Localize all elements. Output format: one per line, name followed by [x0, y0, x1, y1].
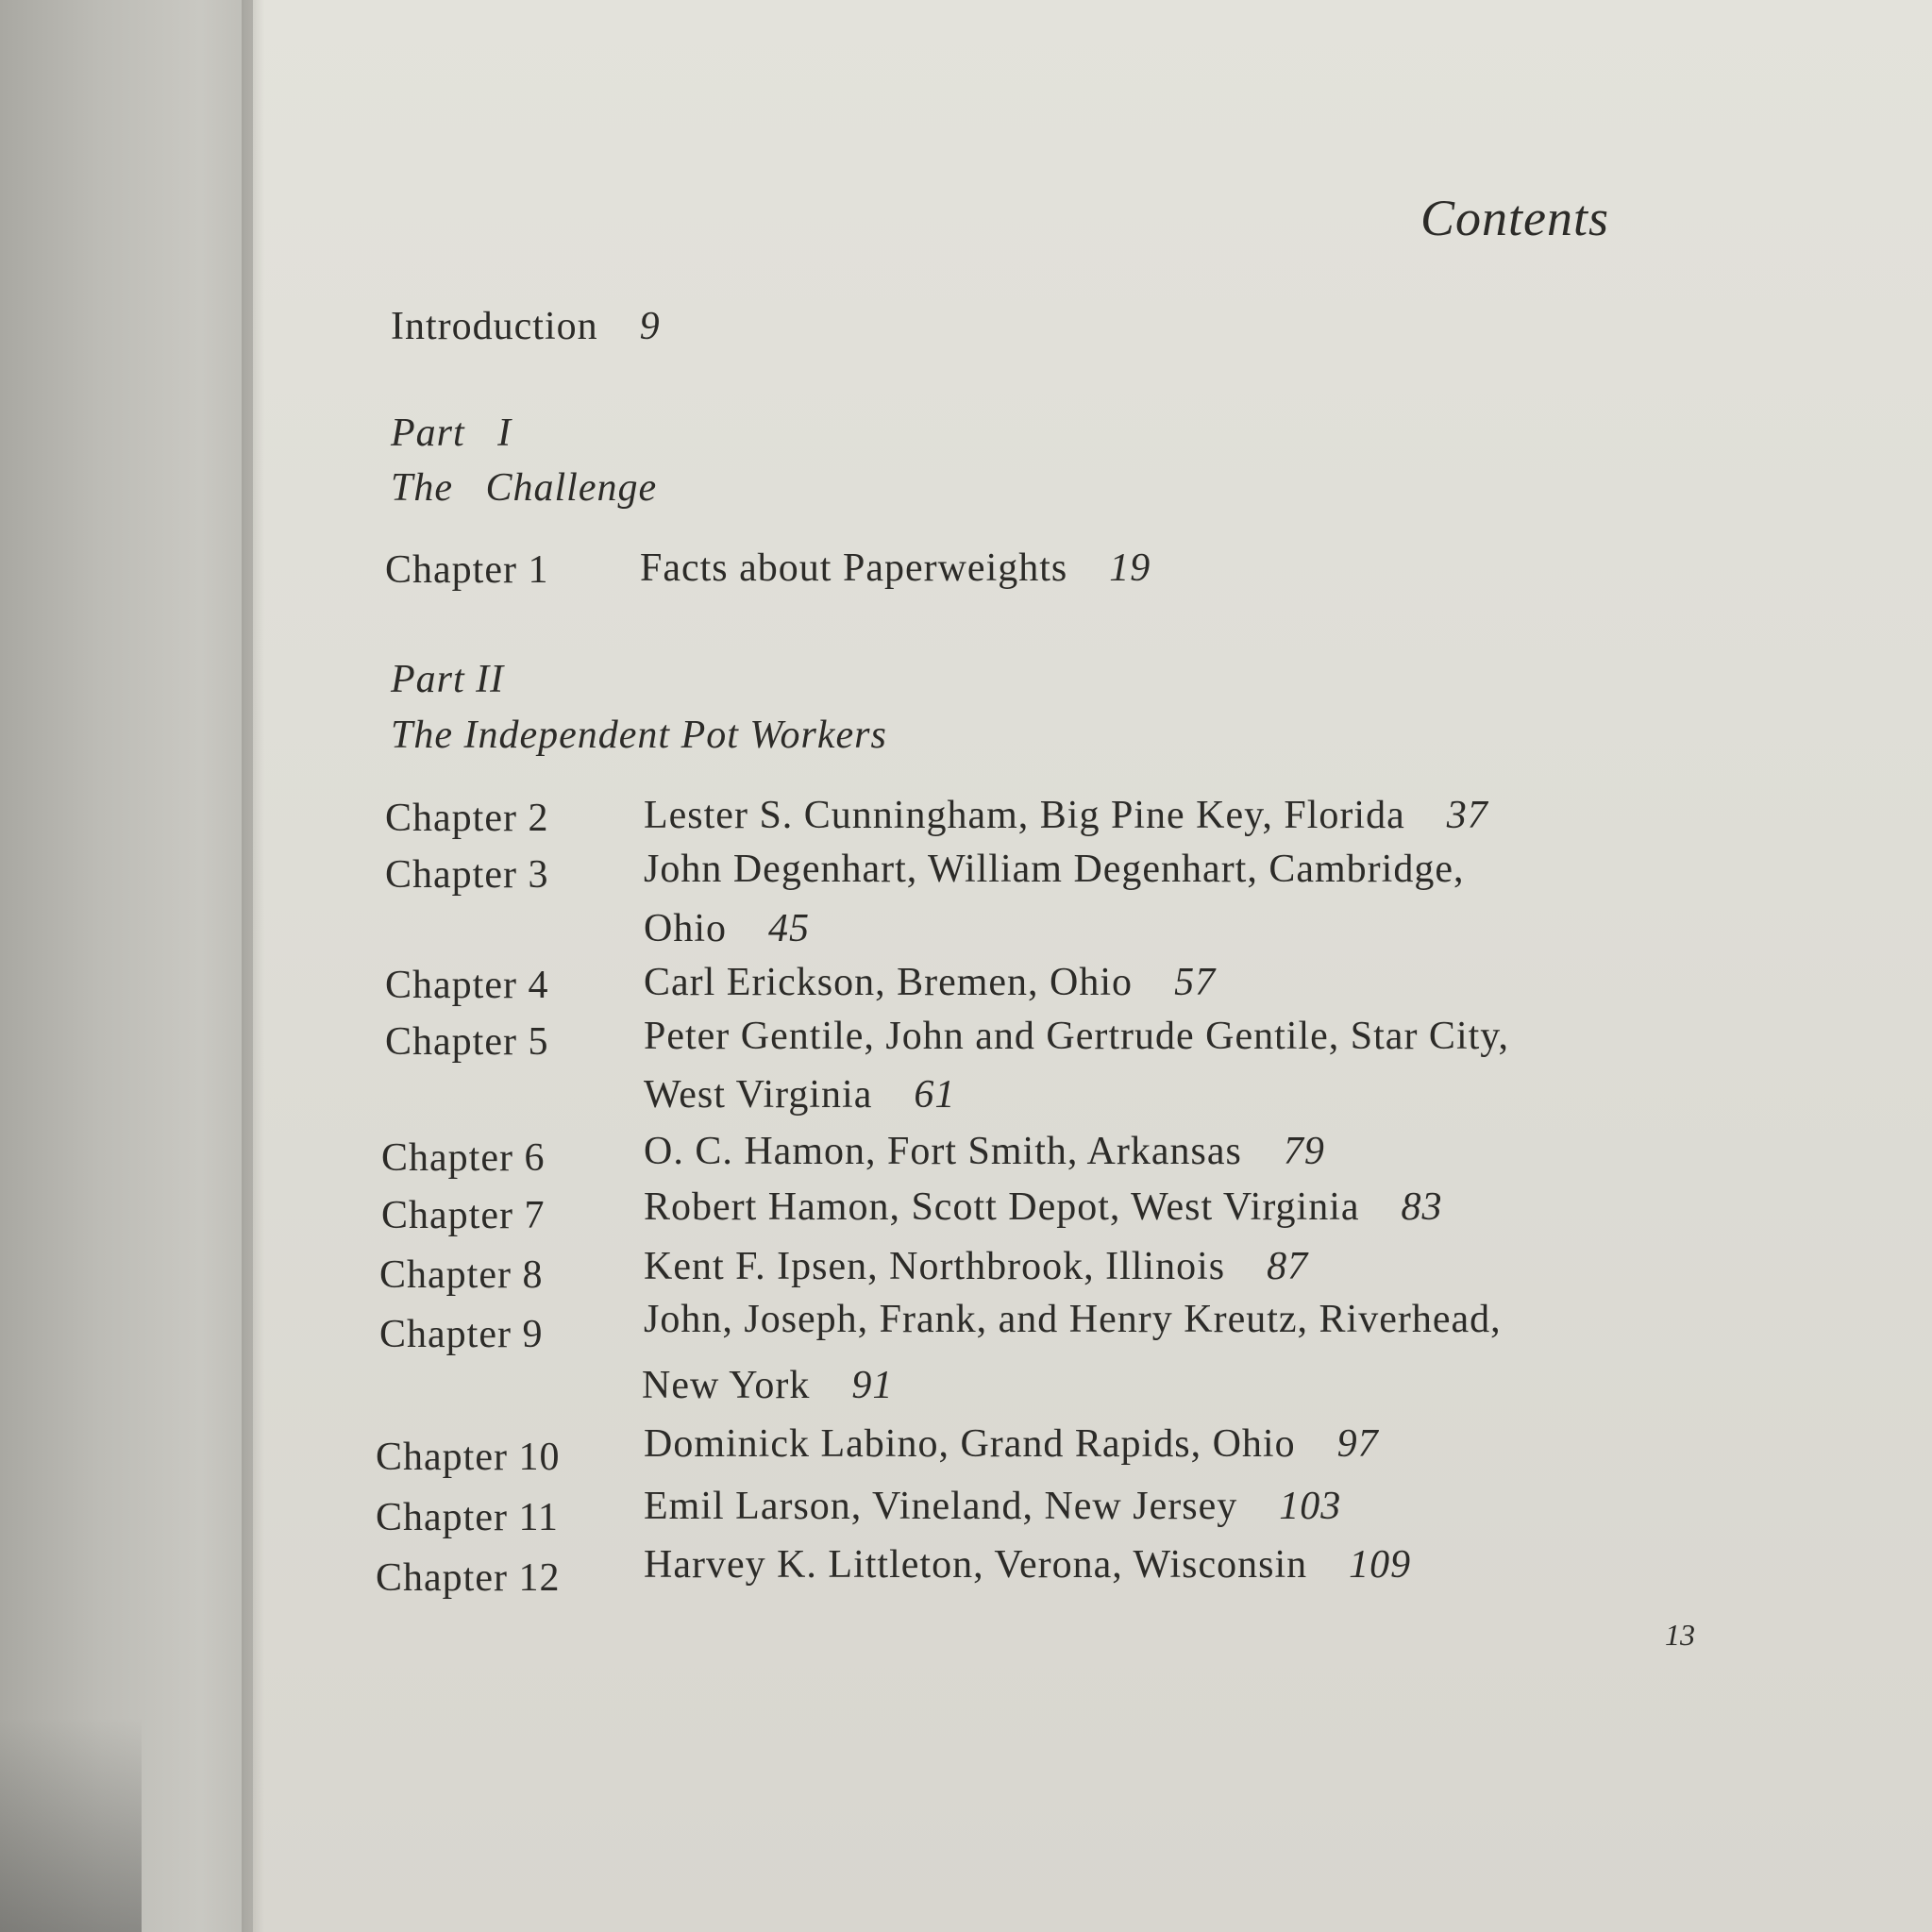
chapter-5-page: 61 — [914, 1073, 956, 1117]
chapter-8-entry — [644, 1244, 1308, 1289]
chapter-7-title: Robert Hamon, Scott Depot, West Virginia — [644, 1185, 1360, 1229]
chapter-6-page: 79 — [1283, 1130, 1325, 1173]
chapter-1-entry — [640, 546, 1151, 591]
left-page — [0, 0, 251, 1932]
page-number: 13 — [1665, 1618, 1695, 1652]
chapter-11-label: Chapter 11 — [376, 1496, 559, 1539]
chapter-1-page: 19 — [1109, 546, 1151, 590]
chapter-5-entry-cont — [644, 1072, 955, 1117]
chapter-2-title: Lester S. Cunningham, Big Pine Key, Florida — [644, 794, 1405, 837]
chapter-1-label: Chapter 1 — [385, 548, 549, 592]
chapter-8-page: 87 — [1267, 1245, 1309, 1288]
chapter-12-title: Harvey K. Littleton, Verona, Wisconsin — [644, 1543, 1308, 1587]
part-2-label: Part II — [391, 658, 505, 701]
chapter-1-title: Facts about Paperweights — [640, 546, 1068, 590]
introduction-page: 9 — [639, 305, 661, 348]
chapter-3-page: 45 — [768, 907, 810, 950]
chapter-9-title-cont: New York — [642, 1364, 811, 1407]
chapter-9-title: John, Joseph, Frank, and Henry Kreutz, Riverhead, — [644, 1298, 1502, 1341]
chapter-7-page: 83 — [1401, 1185, 1443, 1229]
chapter-5-title: Peter Gentile, John and Gertrude Gentile, Star City, — [644, 1015, 1510, 1058]
chapter-10-page: 97 — [1336, 1422, 1379, 1466]
chapter-8-title: Kent F. Ipsen, Northbrook, Illinois — [644, 1245, 1226, 1288]
chapter-9-entry-cont — [642, 1363, 893, 1408]
book-gutter — [242, 0, 264, 1932]
chapter-9-page: 91 — [851, 1364, 894, 1407]
chapter-3-entry-cont — [644, 906, 810, 951]
chapter-11-title: Emil Larson, Vineland, New Jersey — [644, 1485, 1238, 1528]
chapter-3-title: John Degenhart, William Degenhart, Cambridge, — [644, 848, 1465, 891]
part-2-title: The Independent Pot Workers — [391, 714, 887, 757]
chapter-12-label: Chapter 12 — [376, 1556, 561, 1600]
chapter-10-label: Chapter 10 — [376, 1436, 561, 1479]
chapter-5-title-cont: West Virginia — [644, 1073, 873, 1117]
part-1-label: Part I — [391, 412, 512, 455]
chapter-4-entry — [644, 960, 1216, 1005]
chapter-12-entry — [644, 1542, 1411, 1588]
chapter-9-label: Chapter 9 — [379, 1313, 544, 1356]
toc-introduction — [391, 304, 661, 349]
left-page-shadow — [0, 1718, 142, 1932]
chapter-10-title: Dominick Labino, Grand Rapids, Ohio — [644, 1422, 1296, 1466]
chapter-2-entry — [644, 793, 1488, 838]
chapter-6-entry — [644, 1129, 1325, 1174]
chapter-8-label: Chapter 8 — [379, 1253, 544, 1297]
chapter-11-page: 103 — [1279, 1485, 1342, 1528]
introduction-label: Introduction — [391, 305, 598, 348]
chapter-2-page: 37 — [1446, 794, 1488, 837]
chapter-3-label: Chapter 3 — [385, 853, 549, 897]
chapter-2-label: Chapter 2 — [385, 797, 549, 840]
chapter-5-label: Chapter 5 — [385, 1020, 549, 1064]
chapter-3-title-cont: Ohio — [644, 907, 727, 950]
chapter-6-title: O. C. Hamon, Fort Smith, Arkansas — [644, 1130, 1242, 1173]
chapter-4-label: Chapter 4 — [385, 964, 549, 1007]
chapter-10-entry — [644, 1421, 1379, 1467]
part-1-title: The Challenge — [391, 466, 658, 510]
chapter-4-title: Carl Erickson, Bremen, Ohio — [644, 961, 1134, 1004]
chapter-6-label: Chapter 6 — [381, 1136, 546, 1180]
chapter-12-page: 109 — [1349, 1543, 1412, 1587]
page-title: Contents — [1420, 190, 1610, 246]
chapter-7-label: Chapter 7 — [381, 1194, 546, 1237]
chapter-4-page: 57 — [1174, 961, 1217, 1004]
chapter-7-entry — [644, 1184, 1443, 1230]
chapter-11-entry — [644, 1484, 1341, 1529]
